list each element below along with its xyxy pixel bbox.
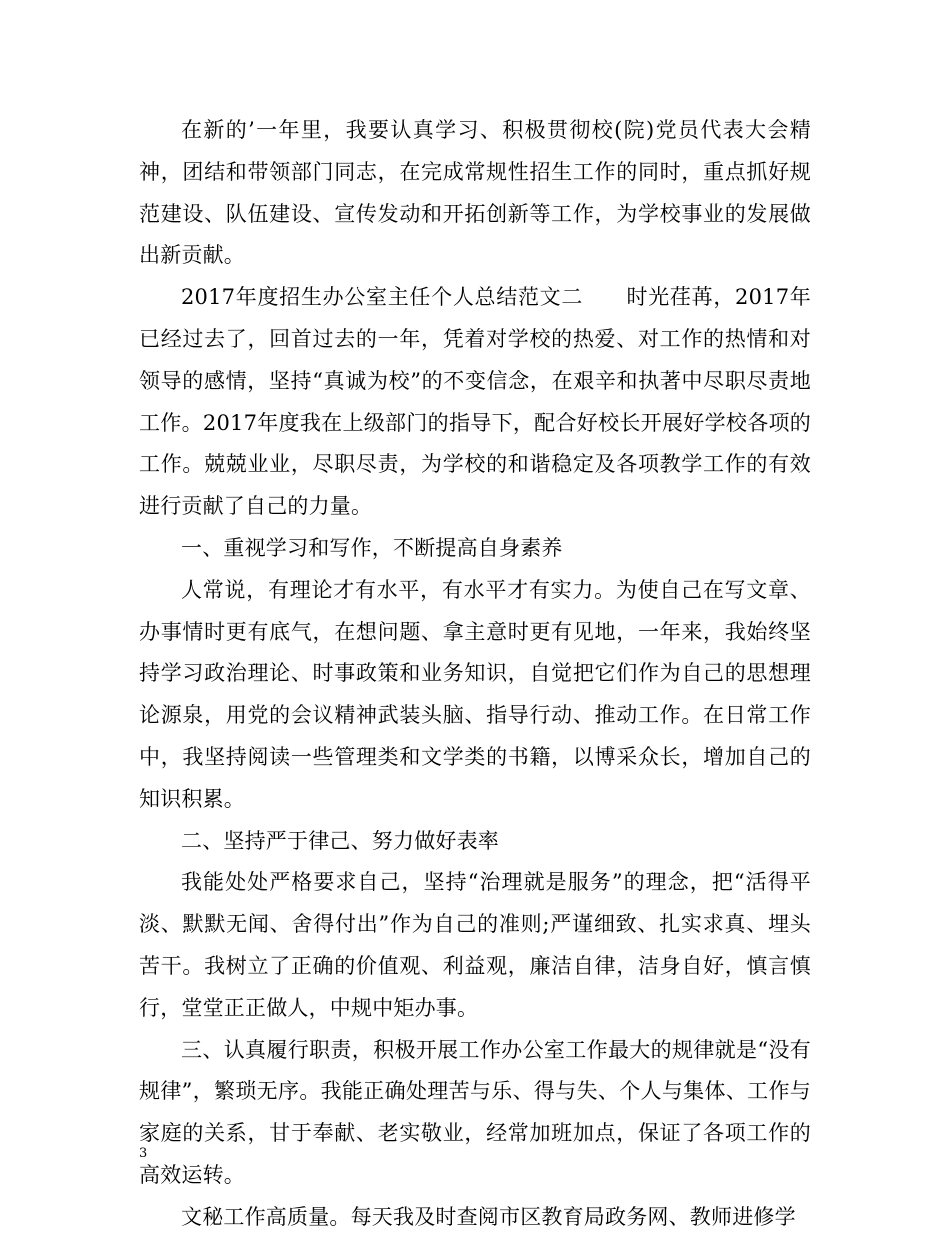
document-body [139,110,811,1239]
paragraph-secretarial-work: 文秘工作高质量。每天我及时查阅市区教育局政务网、教师进修学 [181,1204,796,1229]
paragraph-study: 人常说，有理论才有水平，有水平才有实力。为使自己在写文章、办事情时更有底气，在想问题、拿主意时更有见地，一年来，我始终坚持学习政治理论、时事政策和业务知识，自觉把它们作为自己的思想理论源泉，用党的会议精神武装头脑、指导行动、推动工作。在日常工作中，我坚持阅读一些管理类和文学类的书籍，以博采众长，增加自己的知识积累。 [139,577,811,811]
section-heading-discipline: 二、坚持严于律己、努力做好表率 [181,828,499,853]
paragraph-summary-intro: 2017年度招生办公室主任个人总结范文二 时光荏苒，2017年已经过去了，回首过去的一年，凭着对学校的热爱、对工作的热情和对领导的感情，坚持“真诚为校”的不变信念，在艰辛和执著中尽职尽责地工作。2017年度我在上级部门的指导下，配合好校长开展好学校各项的工作。兢兢业业，尽职尽责，为学校的和谐稳定及各项教学工作的有效进行贡献了自己的力量。 [139,285,811,519]
paragraph-duties: 三、认真履行职责，积极开展工作办公室工作最大的规律就是“没有规律”，繁琐无序。我能正确处理苦与乐、得与失、个人与集体、工作与家庭的关系，甘于奉献、老实敬业，经常加班加点，保证了各项工作的高效运转。 [139,1037,811,1187]
paragraph-discipline: 我能处处严格要求自己，坚持“治理就是服务”的理念，把“活得平淡、默默无闻、舍得付出”作为自己的准则;严谨细致、扎实求真、埋头苦干。我树立了正确的价值观、利益观，廉洁自律，洁身自好，慎言慎行，堂堂正正做人，中规中矩办事。 [139,870,811,1020]
paragraph-new-year-plan: 在新的’一年里，我要认真学习、积极贯彻校(院)党员代表大会精神，团结和带领部门同志，在完成常规性招生工作的同时，重点抓好规范建设、队伍建设、宣传发动和开拓创新等工作，为学校事业的发展做出新贡献。 [139,118,811,268]
page-number: 3 [139,1146,148,1161]
section-heading-study: 一、重视学习和写作，不断提高自身素养 [181,535,563,560]
